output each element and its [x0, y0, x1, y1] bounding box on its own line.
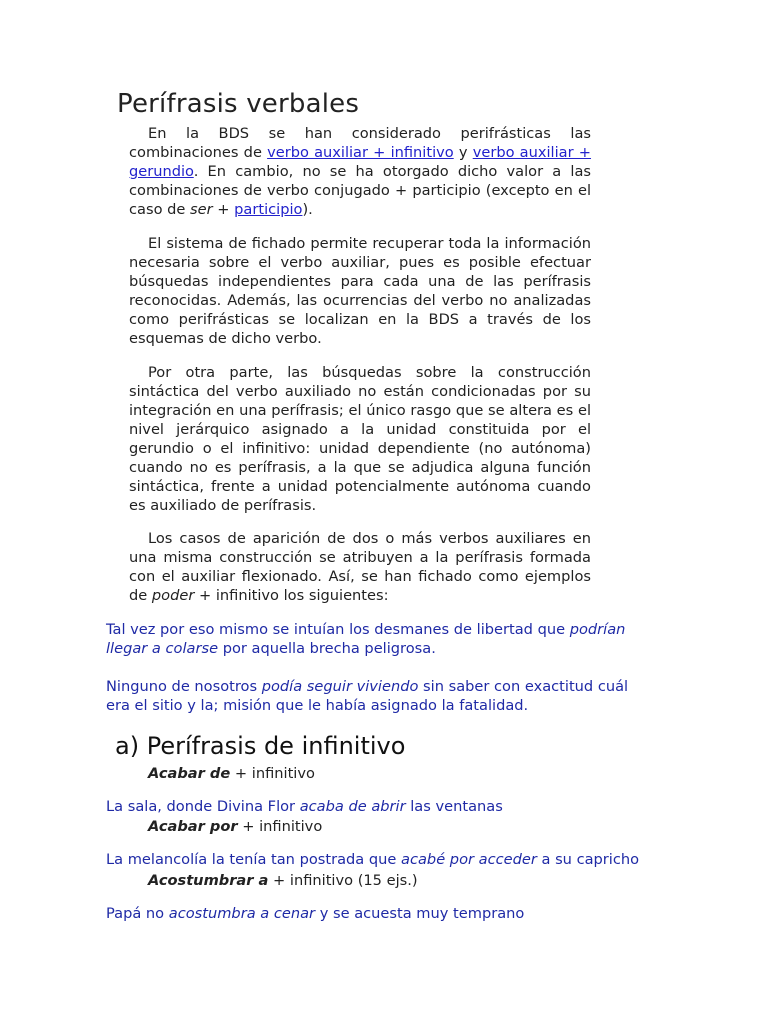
p4-emphasis-poder: poder — [151, 587, 195, 604]
page-title: Perífrasis verbales — [117, 89, 360, 119]
p4-text-2: + infinitivo los siguientes: — [194, 587, 389, 604]
periphrasis-name: Acabar por — [148, 818, 238, 835]
paragraph-intro — [129, 124, 591, 219]
example-text: Papá no — [106, 905, 169, 922]
p1-text-4: + — [212, 201, 235, 218]
link-participio[interactable]: participio — [234, 201, 303, 218]
example-text: La melancolía la tenía tan postrada que — [106, 851, 402, 868]
p1-text-1: En la BDS se han considerado perifrásticas las combinaciones de — [129, 125, 591, 161]
periphrasis-subheading — [148, 764, 315, 783]
link-verbo-auxiliar-gerundio[interactable]: verbo auxiliar + gerundio — [129, 144, 592, 180]
p1-text-3: . En cambio, no se ha otorgado dicho valor a las combinaciones de verbo conjugado + participio (excepto en el caso de — [129, 163, 591, 218]
p4-text-1: Los casos de aparición de dos o más verbos auxiliares en una misma construcción se atribuyen a la perífrasis formada con el auxiliar flexionado. Así, se han fichado como ejemplos de — [129, 530, 591, 604]
example-verb-emphasis: acabé por acceder — [401, 851, 537, 868]
example-text: sin saber con exactitud cuál era el sitio y la; misión que le había asignado la fatalidad. — [106, 678, 629, 714]
example-verb-emphasis: acostumbra a cenar — [168, 905, 316, 922]
periphrasis-subheading — [148, 871, 418, 890]
example-verb-emphasis: podrían llegar a colarse — [106, 621, 626, 657]
example-sentence — [106, 677, 656, 715]
example-text: las ventanas — [405, 798, 503, 815]
example-verb-emphasis: acaba de abrir — [299, 798, 406, 815]
periphrasis-rest: + infinitivo — [230, 765, 315, 782]
paragraph-casos — [129, 529, 591, 605]
p1-emphasis-ser: ser — [190, 201, 213, 218]
periphrasis-name: Acostumbrar a — [148, 872, 269, 889]
example-text: por aquella brecha peligrosa. — [218, 640, 436, 657]
example-text: y se acuesta muy temprano — [315, 905, 525, 922]
example-sentence — [106, 620, 656, 658]
link-verbo-auxiliar-infinitivo[interactable]: verbo auxiliar + infinitivo — [267, 144, 454, 161]
example-text: Tal vez por eso mismo se intuían los desmanes de libertad que — [106, 621, 570, 638]
periphrasis-rest: + infinitivo (15 ejs.) — [268, 872, 418, 889]
section-heading: a) Perífrasis de infinitivo — [115, 732, 406, 760]
example-verb-emphasis: podía seguir viviendo — [261, 678, 419, 695]
paragraph-busquedas: Por otra parte, las búsquedas sobre la construcción sintáctica del verbo auxiliado no están condicionadas por su integración en una perífrasis; el único rasgo que se altera es el nivel jerárquico asignado a la unidad constituida por el gerundio o el infinitivo: unidad dependiente (no autónoma) cuando no es perífrasis, a la que se adjudica alguna función sintáctica, frente a unidad potencialmente autónoma cuando es auxiliado de perífrasis. — [129, 364, 591, 514]
example-text: Ninguno de nosotros — [106, 678, 262, 695]
paragraph-fichado: El sistema de fichado permite recuperar toda la información necesaria sobre el verbo auxiliar, pues es posible efectuar búsquedas independientes para cada una de las perífrasis reconocidas. Además, las ocurrencias del verbo no analizadas como perifrásticas se localizan en la BDS a través de los esquemas de dicho verbo. — [129, 235, 591, 347]
periphrasis-subheading — [148, 817, 322, 836]
p1-text-5: ). — [302, 201, 313, 218]
example-text: a su capricho — [536, 851, 640, 868]
example-sentence — [106, 797, 656, 816]
example-sentence — [106, 904, 656, 923]
periphrasis-rest: + infinitivo — [237, 818, 323, 835]
example-text: La sala, donde Divina Flor — [106, 798, 300, 815]
example-sentence — [106, 850, 656, 869]
p1-text-2: y — [453, 144, 473, 161]
periphrasis-name: Acabar de — [148, 765, 231, 782]
